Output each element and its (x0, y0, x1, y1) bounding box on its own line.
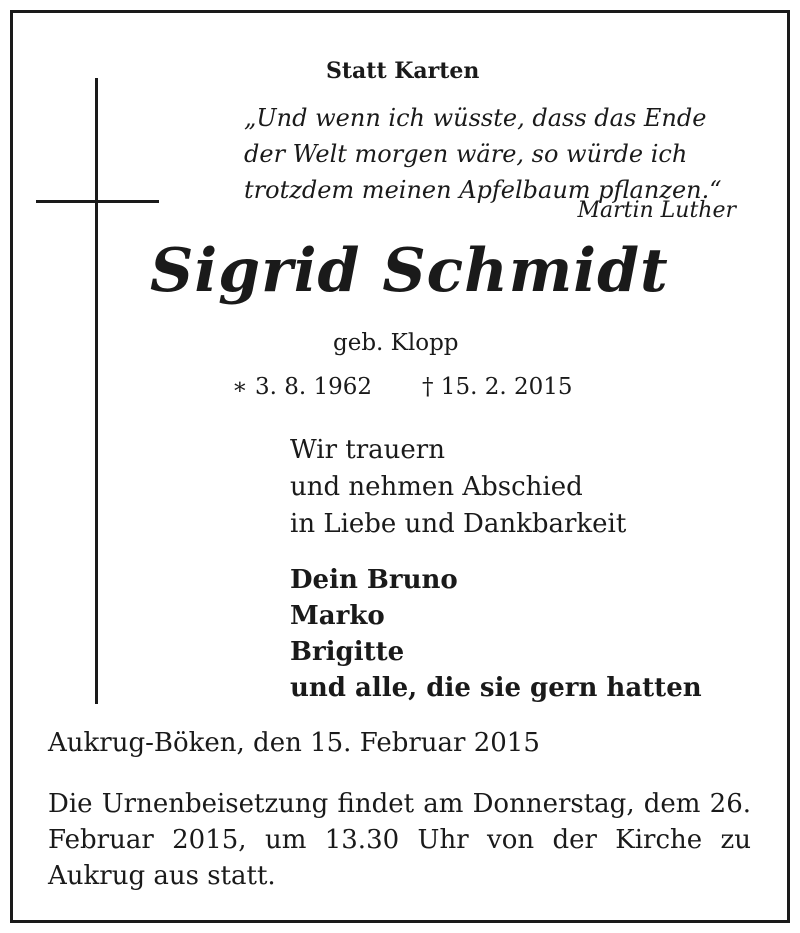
luther-quote (244, 100, 722, 208)
cross-icon-horizontal (36, 200, 159, 203)
place-date: Aukrug-Böken, den 15. Februar 2015 (48, 728, 540, 758)
quote-line: „Und wenn ich wüsste, dass das Ende (244, 104, 707, 132)
mourning-line: Wir trauern (290, 435, 445, 465)
statt-karten-heading: Statt Karten (326, 58, 480, 84)
family-signatures (290, 562, 702, 706)
cross-icon-vertical (95, 78, 98, 704)
burial-notice: Die Urnenbeisetzung findet am Donnerstag, dem 26. Februar 2015, um 13.30 Uhr von der Kirche zu Aukrug aus statt. (48, 789, 751, 891)
deceased-name: Sigrid Schmidt (150, 236, 669, 306)
birth-date: ∗ 3. 8. 1962 (232, 374, 372, 400)
family-line: Dein Bruno (290, 565, 458, 595)
quote-line: trotzdem meinen Apfelbaum pflanzen.“ (244, 176, 722, 204)
mourning-line: und nehmen Abschied (290, 472, 583, 502)
quote-author: Martin Luther (577, 198, 736, 223)
mourning-text (290, 432, 626, 543)
death-date: † 15. 2. 2015 (422, 374, 573, 400)
born-name: geb. Klopp (333, 330, 459, 356)
family-line: Brigitte (290, 637, 405, 667)
family-line: Marko (290, 601, 385, 631)
mourning-line: in Liebe und Dankbarkeit (290, 509, 627, 539)
family-line: und alle, die sie gern hatten (290, 673, 702, 703)
quote-line: der Welt morgen wäre, so würde ich (244, 140, 688, 168)
